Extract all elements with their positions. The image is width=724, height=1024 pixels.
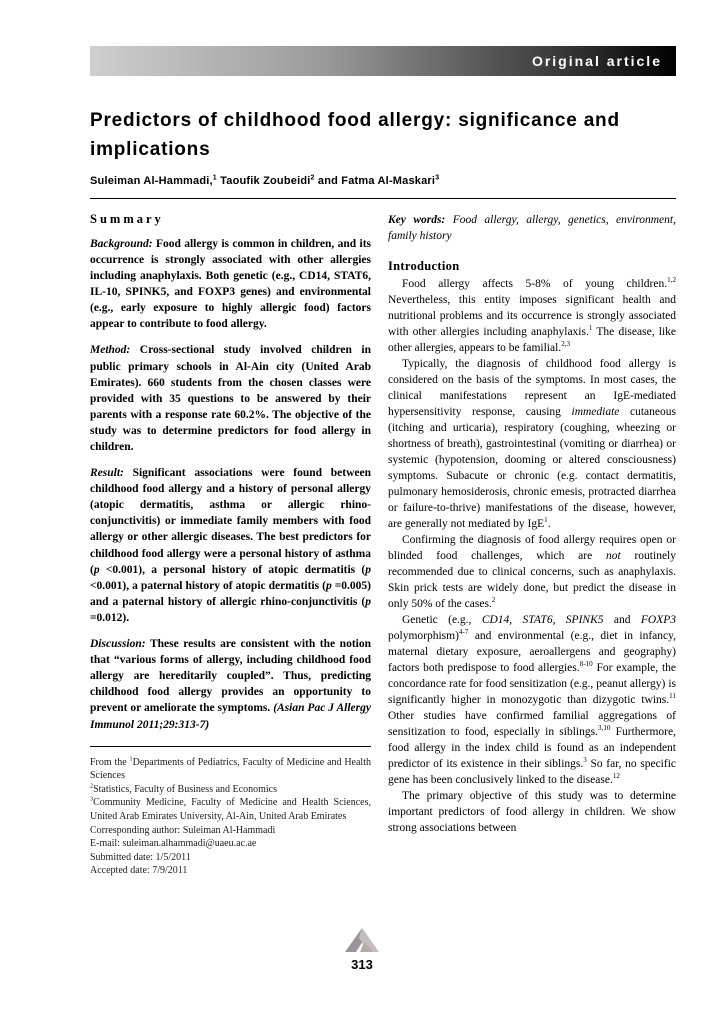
affiliation-line: $^2$Statistics, Faculty of Business and Economics (90, 782, 277, 795)
introduction-paragraph: The primary objective of this study was to determine important predictors of food allergy in children. We show strong associations between (388, 789, 676, 834)
accepted-date-line: Accepted date: 7/9/2011 (90, 865, 188, 877)
journal-logo-icon (342, 925, 382, 955)
paragraph-label: Result: (90, 467, 124, 480)
page-number: 313 (351, 957, 373, 972)
page-footer (0, 925, 724, 972)
banner-label: Original article (531, 53, 662, 69)
paragraph-text: Food allergy is common in children, and its occurrence is strongly associated with other allergies including anaphylaxis. Both genetic (e.g., CD14, STAT6, IL-10, SPINK5, and FOXP3 genes) and environmental (e.g., early exposure to highly allergic food) factors appear to contribute to food allergy. (90, 237, 371, 331)
article-type-banner (90, 46, 676, 76)
two-column-body (90, 212, 676, 878)
affiliation-line: $^3$Community Medicine, Faculty of Medicine and Health Sciences, United Arab Emirates University, Al-Ain, United Arab Emirates (90, 796, 371, 822)
authors-line: Suleiman Al-Hammadi,$^1$ Taoufik Zoubeidi$^2$ and Fatma Al-Maskari$^3$ (90, 174, 440, 187)
summary-discussion-paragraph (90, 636, 371, 733)
summary-method-paragraph (90, 342, 371, 455)
paragraph-text: Significant associations were found between childhood food allergy and a history of personal allergy (atopic dermatitis, asthma or allergic rhino-conjunctivitis) or immediate family members with food allergy or other allergic diseases. The best predictors for childhood food allergy were a personal history of asthma (p <0.001), a personal history of atopic dermatitis (p <0.001), a paternal history of atopic dermatitis (p =0.005) and a paternal history of allergic rhino-conjunctivitis (p =0.012). (90, 467, 371, 624)
corresponding-author-line: Corresponding author: Suleiman Al-Hammadi (90, 824, 276, 836)
introduction-paragraph: Food allergy affects 5-8% of young children.$^{1,2}$ Nevertheless, this entity imposes significant health and nutritional problems and its occurrence is strongly associated with other allergies including anaphylaxis.$^1$ The disease, like other allergies, appears to be familial.$^{2,3}$ (388, 276, 677, 354)
introduction-heading: Introduction (388, 258, 460, 273)
paragraph-text: These results are consistent with the notion that “various forms of allergy, including childhood food allergy are hereditarily coupled”. Thus, predicting childhood food allergy provides an opportunity to prevent or ameliorate the symptoms. (Asian Pac J Allergy Immunol 2011;29:313-7) (90, 638, 371, 731)
summary-column (90, 212, 371, 878)
paragraph-label: Method: (90, 344, 131, 357)
paragraph-label: Background: (90, 237, 153, 250)
email-line: E-mail: suleiman.alhammadi@uaeu.ac.ae (90, 838, 257, 850)
introduction-paragraph: Confirming the diagnosis of food allergy requires open or blinded food challenges, which are not routinely recommended due to clinical concerns, such as anaphylaxis. Skin prick tests are widely done, but predict the disease in only 50% of the cases.$^2$ (388, 533, 676, 610)
paragraph-text: Cross-sectional study involved children in public primary schools in Al-Ain city (United Arab Emirates). 660 students from the chosen classes were provided with 35 questions to be answered by their parents with a response rate 60.2%. The objective of the study was to determine predictors for food allergy in children. (90, 344, 372, 453)
footnotes-block (90, 756, 371, 878)
keywords-text: Food allergy, allergy, genetics, environment, family history (388, 213, 676, 242)
affiliation-line: From the $^1$Departments of Pediatrics, Faculty of Medicine and Health Sciences (90, 755, 371, 782)
keywords-label: Key words: (388, 213, 446, 226)
submitted-date-line: Submitted date: 1/5/2011 (90, 851, 191, 863)
keywords-line (388, 212, 676, 244)
body-column (388, 212, 676, 878)
paragraph-label: Discussion: (90, 638, 146, 651)
summary-background-paragraph (90, 236, 371, 333)
introduction-paragraph: Typically, the diagnosis of childhood food allergy is considered on the basis of the symptoms. In most cases, the clinical manifestations represent an IgE-mediated hypersensitivity response, causing immediate cutaneous (itching and urticaria), respiratory (coughing, wheezing or shortness of breath), gastrointestinal (vomiting or diarrhea) or systemic (hypotension, dooming or altered consciousness) symptoms. Subacute or chronic (e.g. contact dermatitis, pulmonary hemosiderosis, chronic emesis, protracted diarrhea or failure-to-thrive) manifestations of the disease, however, are generally not mediated by IgE$^1$. (388, 357, 676, 530)
article-title: Predictors of childhood food allergy: significance and implications (90, 110, 620, 161)
summary-heading: Summary (90, 211, 164, 226)
summary-result-paragraph (90, 465, 371, 626)
header-divider (90, 198, 676, 199)
footnote-divider (90, 746, 371, 747)
introduction-paragraph: Genetic (e.g., CD14, STAT6, SPINK5 and FOXP3 polymorphism)$^{4-7}$ and environmental (e.g., diet in infancy, maternal dietary exposure, aeroallergens and geography) factors both predispose to food allergies.$^{8-10}$ For example, the concordance rate for food sensitization (e.g., peanut allergy) is significantly higher in monozygotic than dizygotic twins.$^{11}$ Other studies have confirmed familial aggregations of sensitization to food, especially in siblings.$^{3,10}$ Furthermore, food allergy in the index child is found as an independent predictor of its existence in their siblings.$^3$ So far, no specific gene has been conclusively linked to the disease.$^{12}$ (388, 613, 676, 786)
